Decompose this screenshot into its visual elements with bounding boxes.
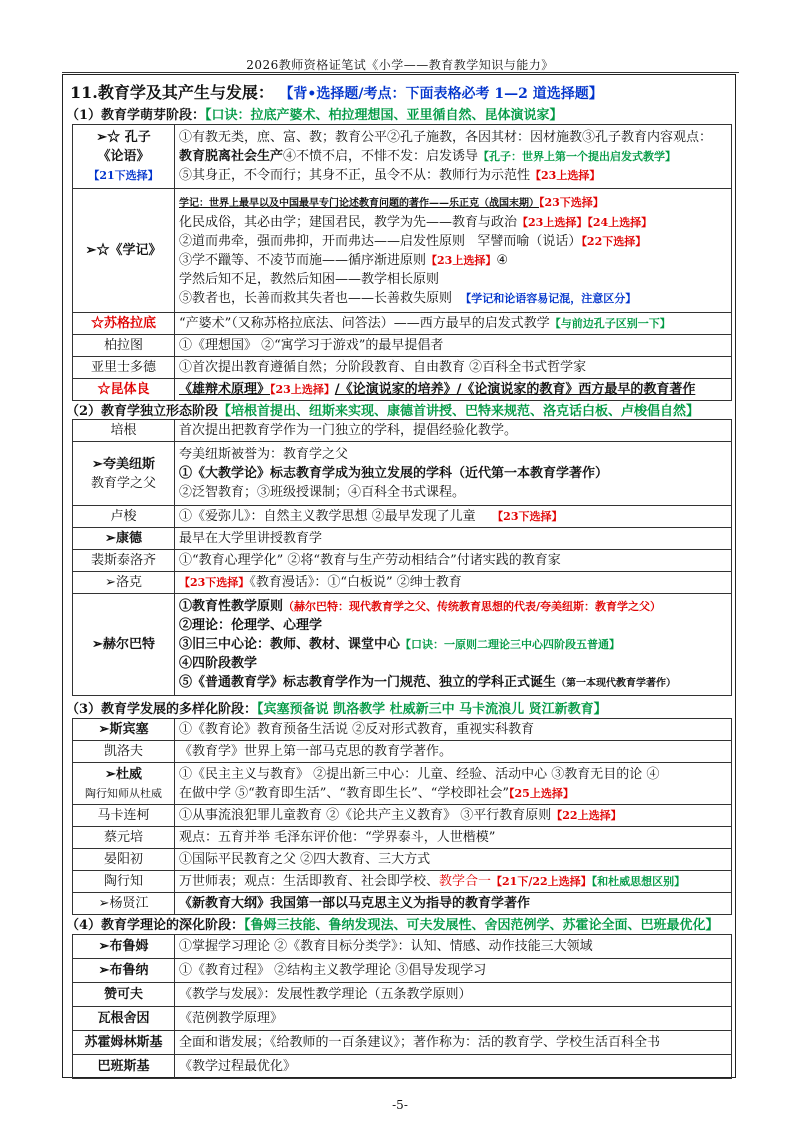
header-rule: [62, 72, 739, 73]
section-1-mnemonic: 【口诀：拉底产婆术、柏拉理想国、亚里循自然、昆体演说家】: [205, 108, 563, 123]
table-row: [73, 983, 732, 1007]
name-sukhomlinsky: 苏霍姆林斯基: [84, 1035, 163, 1050]
name-cell: 柏拉图: [73, 335, 175, 357]
section-2-heading: [66, 400, 699, 419]
name-cell: 马卡连柯: [73, 805, 175, 827]
text: 《雄辩术原理》: [179, 382, 271, 397]
content-cell: [175, 313, 732, 335]
page-number: -5-: [392, 1098, 408, 1112]
tag: （赫尔巴特：现代教育学之父、传统教育思想的代表/夸美纽斯：教育学之父）: [283, 599, 662, 613]
content-cell: 《教学过程最优化》: [175, 1055, 732, 1079]
content-cell: ①《理想国》 ②“寓学习于游戏”的最早提倡者: [175, 335, 732, 357]
tag: 【22下选择】: [581, 235, 647, 248]
name-cell: [73, 379, 175, 401]
tag: 【23下选择】: [539, 196, 604, 209]
content-cell: [175, 805, 732, 827]
table-row: [73, 442, 732, 506]
text: ②道而弗牵，强而弗抑，开而弗达——启发性原则: [179, 234, 466, 249]
book-analects: 《论语》: [97, 149, 150, 164]
line: [179, 597, 727, 616]
content-cell: 《范例教学原理》: [175, 1007, 732, 1031]
line: [179, 147, 727, 166]
text: /《论演说家的培养》/《论演说家的教育》西方最早的教育著作: [334, 382, 696, 397]
content-cell: ①国际平民教育之父 ②四大教育、三大方式: [175, 849, 732, 871]
line: ①有教无类，庶、富、教；教育公平②孔子施教，各因其材：因材施教③孔子教育内容观点：: [179, 130, 713, 145]
line: ①《大教学论》标志教育学成为独立发展的学科（近代第一本教育学著作）: [179, 466, 609, 481]
content-cell: ①“教育心理学化” ②将“教育与生产劳动相结合”付诸实践的教育家: [175, 550, 732, 572]
name-babansky: 巴班斯基: [97, 1059, 150, 1074]
tag: 【23上选择】: [426, 254, 497, 267]
name-cell: 培根: [73, 420, 175, 442]
text: “产婆术”（又称苏格拉底法、问答法）——西方最早的启发式教学: [179, 316, 550, 331]
name-zankov: 赞可夫: [103, 987, 143, 1002]
content-cell: [175, 125, 732, 189]
name-cell: [73, 189, 175, 313]
text: （第一本现代教育学著作）: [556, 677, 677, 689]
name-cell: [73, 125, 175, 189]
text: ①《爱弥儿》：自然主义教学思想 ②最早发现了儿童: [179, 509, 476, 524]
table-row: [73, 849, 732, 871]
content-cell: [175, 506, 732, 528]
table-row: [73, 935, 732, 959]
line: 学然后知不足，教然后知困——教学相长原则: [179, 272, 440, 287]
name-quintilian: ☆昆体良: [97, 382, 150, 397]
name-cell: 裴斯泰洛齐: [73, 550, 175, 572]
table-row: [73, 420, 732, 442]
name-bloom: ➢布鲁姆: [98, 939, 149, 954]
line: 夸美纽斯被誉为：教育学之父: [179, 447, 349, 462]
text: 万世师表；观点：生活即教育、社会即学校、: [179, 874, 440, 889]
line: [179, 166, 727, 185]
table-stage-3: [72, 718, 732, 915]
name-xueji: ➢☆《学记》: [85, 243, 162, 258]
section-4-heading: [66, 914, 719, 933]
table-row: [73, 594, 732, 696]
tag: 【与前边孔子区别一下】: [549, 317, 671, 330]
name-cell: 晏阳初: [73, 849, 175, 871]
table-row: [73, 189, 732, 313]
table-row: [73, 719, 732, 741]
name-cell: ➢杨贤江: [73, 893, 175, 915]
name-cell: 卢梭: [73, 506, 175, 528]
content-cell: [175, 442, 732, 506]
content-cell: [175, 871, 732, 893]
section-2-label: （2）教育学独立形态阶段: [66, 404, 219, 419]
sub: 陶行知师从杜威: [85, 786, 162, 800]
tag: 【23下选择】: [179, 576, 250, 589]
line: ②泛智教育；③班级授课制；④百科全书式课程。: [179, 485, 466, 500]
line: ④四阶段教学: [179, 655, 258, 671]
section-3-label: （3）教育学发展的多样化阶段：: [66, 702, 258, 717]
name-cell: [73, 959, 175, 983]
line: [179, 673, 727, 693]
content-cell: ①掌握学习理论 ②《教育目标分类学》：认知、情感、动作技能三大领域: [175, 935, 732, 959]
table-stage-1: [72, 124, 732, 401]
line: [179, 232, 727, 251]
table-row: [73, 741, 732, 763]
text: ⑤《普通教育学》标志教育学作为一门规范、独立的学科正式诞生: [179, 674, 557, 690]
line: [179, 289, 727, 308]
content-cell: [175, 379, 732, 401]
line: [179, 193, 727, 213]
table-row: [73, 379, 732, 401]
table-row: [73, 506, 732, 528]
table-row: [73, 959, 732, 983]
name-herbart: ➢赫尔巴特: [92, 637, 155, 652]
name-wagenschein: 瓦根舍因: [97, 1011, 150, 1026]
name-dewey: ➢杜威: [105, 766, 142, 782]
text: 学记：世界上最早以及中国最早专门论述教育问题的著作——乐正克（战国末期）: [179, 198, 539, 209]
content-cell: [175, 572, 732, 594]
line: [179, 784, 727, 803]
table-row: [73, 871, 732, 893]
emph: 教育脱离社会生产: [179, 149, 284, 164]
tag: 【21下/22上选择】: [491, 875, 592, 888]
content-cell: 《新教育大纲》我国第一部以马克思主义为指导的教育学著作: [175, 893, 732, 915]
name-cell: 蔡元培: [73, 827, 175, 849]
line: [179, 635, 727, 654]
table-stage-4: [72, 934, 732, 1079]
page-header: 2026教师资格证笔试《小学——教育教学知识与能力》: [246, 58, 554, 72]
table-row: [73, 528, 732, 550]
tag: 【21下选择】: [88, 169, 159, 182]
name-cell: [73, 1055, 175, 1079]
content-cell: [175, 763, 732, 805]
table-row: [73, 1007, 732, 1031]
section-2-mnemonic: 【培根首提出、纽斯来实现、康德首讲授、巴特来规范、洛克话白板、卢梭倡自然】: [218, 404, 700, 419]
table-row: [73, 335, 732, 357]
name-comenius: ➢夸美纽斯: [92, 456, 155, 472]
text: 化民成俗，其必由学；建国君民，教学为先——教育与政治: [179, 215, 518, 230]
name-cell: [73, 313, 175, 335]
content-cell: 《教育学》世界上第一部马克思的教育学著作。: [175, 741, 732, 763]
tag: 【24上选择】: [587, 216, 653, 229]
name-cell: [73, 983, 175, 1007]
tag: 【口诀：一原则二理论三中心四阶段五普通】: [400, 637, 621, 651]
table-row: [73, 1031, 732, 1055]
name-cell: [73, 719, 175, 741]
table-row: [73, 827, 732, 849]
name-cell: [73, 1031, 175, 1055]
table-row: [73, 550, 732, 572]
name-cell: 陶行知: [73, 871, 175, 893]
tag: 【23上选择】: [530, 169, 601, 182]
tag: 【23上选择】: [270, 383, 335, 396]
name-cell: 亚里士多德: [73, 357, 175, 379]
text: ④不愤不启，不悱不发：启发诱导: [283, 149, 479, 164]
table-row: [73, 125, 732, 189]
text: ④: [496, 253, 508, 268]
content-cell: 全面和谐发展；《给教师的一百条建议》；著作称为：活的教育学、学校生活百科全书: [175, 1031, 732, 1055]
content-cell: 观点：五育并举 毛泽东评价他：“学界泰斗，人世楷模”: [175, 827, 732, 849]
content-cell: 最早在大学里讲授教育学: [175, 528, 732, 550]
content-cell: ①首次提出教育遵循自然；分阶段教育、自由教育 ②百科全书式哲学家: [175, 357, 732, 379]
tag: 【25上选择】: [509, 786, 574, 800]
name-spencer: ➢斯宾塞: [98, 722, 149, 737]
text: ⑤教者也，长善而救其失者也——长善救失原则: [179, 291, 453, 306]
section-4-mnemonic: 【鲁姆三技能、鲁纳发现法、可夫发展性、舍因范例学、苏霍论全面、巴班最优化】: [244, 918, 719, 933]
content-cell: ①《教育论》教育预备生活说 ②反对形式教育，重视实科教育: [175, 719, 732, 741]
title-main: 11.教育学及其产生与发展：: [70, 83, 274, 102]
name-cell: [73, 763, 175, 805]
content-cell: ①《教育过程》 ②结构主义教学理论 ③倡导发现学习: [175, 959, 732, 983]
text: ③旧三中心论：教师、教材、课堂中心: [179, 636, 401, 652]
name-cell: 凯洛夫: [73, 741, 175, 763]
name-cell: [73, 935, 175, 959]
text: ③学不躐等、不凌节而施——循序渐进原则: [179, 253, 427, 268]
text: 《教育漫话》：①“白板说” ②绅士教育: [249, 575, 462, 590]
text: ①教育性教学原则: [179, 598, 284, 614]
content-cell: 首次提出把教育学作为一门独立的学科，提倡经验化教学。: [175, 420, 732, 442]
tag: 【23下选择】: [492, 510, 563, 523]
table-stage-2: [72, 419, 732, 696]
section-4-label: （4）教育学理论的深化阶段：: [66, 918, 245, 933]
table-row: [73, 1055, 732, 1079]
line: [179, 213, 727, 232]
name-cell: ➢洛克: [73, 572, 175, 594]
line: ①《民主主义与教育》 ②提出新三中心：儿童、经验、活动中心 ③教育无目的论 ④: [179, 766, 660, 782]
content-cell: [175, 594, 732, 696]
tag: 【23上选择】: [517, 216, 588, 229]
section-3-heading: [66, 698, 607, 717]
content-cell: [175, 189, 732, 313]
table-row: [73, 572, 732, 594]
section-1-label: （1）教育学萌芽阶段：: [66, 108, 206, 123]
name-confucius: ➢☆ 孔子: [96, 130, 151, 145]
text: 在做中学 ⑤“教育即生活”、“教育即生长”、“学校即社会”: [179, 785, 510, 801]
name-socrates: ☆苏格拉底: [90, 316, 156, 331]
line: [179, 251, 727, 270]
text: ⑤其身正，不令而行；其身不正，虽令不从：教师行为示范性: [179, 168, 531, 183]
table-row: [73, 893, 732, 915]
tag: 【学记和论语容易记混，注意区分】: [460, 292, 637, 305]
table-row: [73, 313, 732, 335]
content-cell: 《教学与发展》：发展性教学理论（五条教学原则）: [175, 983, 732, 1007]
sub: 教育学之父: [90, 475, 156, 491]
table-row: [73, 357, 732, 379]
tag: 【和杜威思想区别】: [591, 875, 686, 888]
name-cell: [73, 528, 175, 550]
text: 教学合一: [439, 874, 492, 889]
name-cell: [73, 594, 175, 696]
text: 罕譬而喻（说话）: [477, 234, 582, 249]
name-bruner: ➢布鲁纳: [98, 963, 149, 978]
line: ②理论：伦理学、心理学: [179, 617, 323, 633]
name-kant: ➢康德: [105, 531, 142, 546]
name-cell: [73, 442, 175, 506]
tag: 【22上选择】: [551, 809, 622, 822]
name-cell: [73, 1007, 175, 1031]
text: ①从事流浪犯罪儿童教育 ②《论共产主义教育》 ③平行教育原则: [179, 808, 552, 823]
tag: 【孔子：世界上第一个提出启发式教学】: [478, 150, 677, 163]
table-row: [73, 763, 732, 805]
section-title: [70, 80, 603, 103]
section-1-heading: [66, 104, 563, 123]
title-note: 【背•选择题/考点：下面表格必考 1—2 道选择题】: [279, 86, 603, 102]
table-row: [73, 805, 732, 827]
section-3-mnemonic: 【宾塞预备说 凯洛教学 杜威新三中 马卡流浪儿 贤江新教育】: [257, 702, 607, 717]
